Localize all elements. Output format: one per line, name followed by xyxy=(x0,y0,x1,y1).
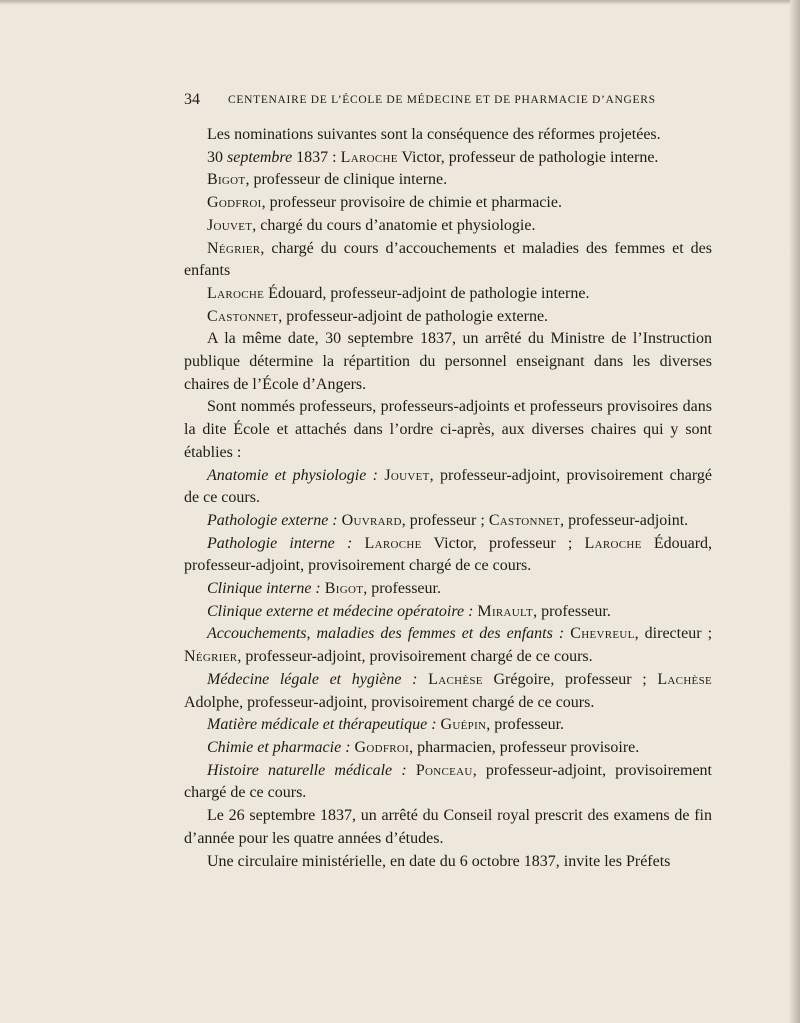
paragraph-circulaire xyxy=(184,851,712,874)
paragraph-text: , professeur-adjoint, provisoirement chargé de ce cours. xyxy=(184,466,713,507)
paragraph-chaire-pathologie-interne xyxy=(184,533,712,578)
paragraph-text: , chargé du cours d’accouchements et maladies des femmes et des enfants xyxy=(184,239,712,280)
paragraph-arrete xyxy=(184,328,712,396)
chair-title: Pathologie externe : xyxy=(207,511,338,529)
paragraph-nomination-bigot xyxy=(184,169,712,192)
paragraph-text: Sont nommés professeurs, professeurs-adjoints et professeurs provisoires dans la dite École et attachés dans l’ordre ci-après, aux diverses chaires qui y sont établies : xyxy=(184,398,712,461)
person-name: Guépin xyxy=(440,716,487,734)
person-name: Bigot xyxy=(324,580,364,598)
paragraph-chaire-clinique-interne xyxy=(184,578,712,601)
person-name: Lachèse xyxy=(428,670,483,688)
chair-title: Clinique interne : xyxy=(207,580,321,598)
paragraph-chaire-clinique-externe xyxy=(184,601,712,624)
person-name: Godfroi xyxy=(354,738,410,756)
chair-title: Chimie et pharmacie : xyxy=(207,738,351,756)
paragraph-text: , professeur. xyxy=(533,602,611,620)
date-year: 1837 : xyxy=(292,148,341,166)
paragraph-nomination-laroche-victor xyxy=(184,147,712,170)
paragraph-text: , professeur. xyxy=(486,716,565,734)
person-name: Lachèse xyxy=(657,670,713,688)
person-name: Bigot xyxy=(207,171,246,189)
paragraph-text: Édouard, professeur-adjoint de pathologie interne. xyxy=(264,284,590,302)
paragraph-sont-nommes xyxy=(184,396,712,464)
person-name: Laroche xyxy=(340,148,398,166)
person-name: Négrier xyxy=(184,648,238,666)
person-name: Négrier xyxy=(207,239,261,257)
paragraph-text: Grégoire, professeur ; xyxy=(482,670,658,688)
paragraph-text: , professeur-adjoint, provisoirement chargé de ce cours. xyxy=(184,761,713,802)
person-name: Ponceau xyxy=(415,761,473,779)
paragraph-nomination-negrier xyxy=(184,238,712,283)
paragraph-text: Les nominations suivantes sont la conséquence des réformes projetées. xyxy=(207,126,661,143)
page-number: 34 xyxy=(184,91,200,108)
page-right-edge xyxy=(790,0,800,1023)
person-name: Laroche xyxy=(584,534,642,552)
page-top-edge xyxy=(0,0,800,5)
paragraph-nomination-godfroi xyxy=(184,192,712,215)
person-name: Mirault xyxy=(477,602,534,620)
date-month: septembre xyxy=(227,148,293,166)
paragraph-chaire-accouchements xyxy=(184,623,712,668)
paragraph-chaire-anatomie xyxy=(184,465,712,510)
paragraph-nomination-jouvet xyxy=(184,215,712,238)
person-name: Chevreul xyxy=(570,625,635,643)
person-name: Jouvet xyxy=(384,466,430,484)
paragraph-text: Adolphe, professeur-adjoint, provisoirement chargé de ce cours. xyxy=(184,693,595,711)
person-name: Castonnet xyxy=(207,307,279,325)
paragraph-text: A la même date, 30 septembre 1837, un arrêté du Ministre de l’Instruction publique détermine la répartition du personnel enseignant dans les diverses chaires de l’École d’Angers. xyxy=(184,330,712,393)
chair-title: Clinique externe et médecine opératoire : xyxy=(207,602,474,620)
paragraph-text: , professeur ; xyxy=(401,511,489,529)
paragraph-text: , professeur-adjoint de pathologie externe. xyxy=(278,307,549,325)
chair-title: Médecine légale et hygiène : xyxy=(207,670,418,688)
paragraph-text: , pharmacien, professeur provisoire. xyxy=(409,738,640,756)
paragraph-chaire-chimie xyxy=(184,737,712,760)
paragraph-text: Édouard, professeur-adjoint, provisoirement chargé de ce cours. xyxy=(184,534,713,575)
chair-title: Anatomie et physiologie : xyxy=(207,466,379,484)
paragraph-text: , directeur ; xyxy=(634,625,713,643)
person-name: Ouvrard xyxy=(341,511,402,529)
running-title: CENTENAIRE DE L’ÉCOLE DE MÉDECINE ET DE PHARMACIE D’ANGERS xyxy=(228,94,656,106)
paragraph-chaire-medecine-legale xyxy=(184,669,712,714)
chair-title: Accouchements, maladies des femmes et des enfants : xyxy=(207,625,565,643)
person-name: Godfroi xyxy=(207,194,262,212)
paragraph-chaire-pathologie-externe xyxy=(184,510,712,533)
chair-title: Pathologie interne : xyxy=(207,534,353,552)
person-name: Castonnet xyxy=(488,511,561,529)
running-header xyxy=(184,93,712,113)
person-name: Laroche xyxy=(364,534,422,552)
paragraph-text: , chargé du cours d’anatomie et physiologie. xyxy=(252,216,536,234)
paragraph-text: Une circulaire ministérielle, en date du 6 octobre 1837, invite les Préfets xyxy=(207,852,671,870)
paragraph-examens xyxy=(184,805,712,850)
paragraph-text: , professeur de clinique interne. xyxy=(245,171,448,189)
page-body xyxy=(184,124,712,873)
paragraph-text: Victor, professeur ; xyxy=(421,534,585,552)
paragraph-nomination-castonnet xyxy=(184,306,712,329)
paragraph-text: , professeur-adjoint. xyxy=(560,511,689,529)
paragraph-chaire-histoire-naturelle xyxy=(184,760,712,805)
paragraph-chaire-matiere-medicale xyxy=(184,714,712,737)
paragraph-text: Victor, professeur de pathologie interne. xyxy=(397,148,659,166)
person-name: Jouvet xyxy=(207,216,253,234)
person-name: Laroche xyxy=(207,284,265,302)
chair-title: Histoire naturelle médicale : xyxy=(207,761,407,779)
paragraph-text: , professeur. xyxy=(363,580,441,598)
paragraph-text: Le 26 septembre 1837, un arrêté du Conseil royal prescrit des examens de fin d’année pour les quatre années d’études. xyxy=(184,807,712,847)
paragraph-nomination-laroche-edouard xyxy=(184,283,712,306)
paragraph-text: , professeur-adjoint, provisoirement chargé de ce cours. xyxy=(237,648,593,666)
chair-title: Matière médicale et thérapeutique : xyxy=(207,716,437,734)
date-day: 30 xyxy=(207,148,227,166)
paragraph-text: , professeur provisoire de chimie et pharmacie. xyxy=(261,194,562,212)
paragraph-intro xyxy=(184,124,712,147)
